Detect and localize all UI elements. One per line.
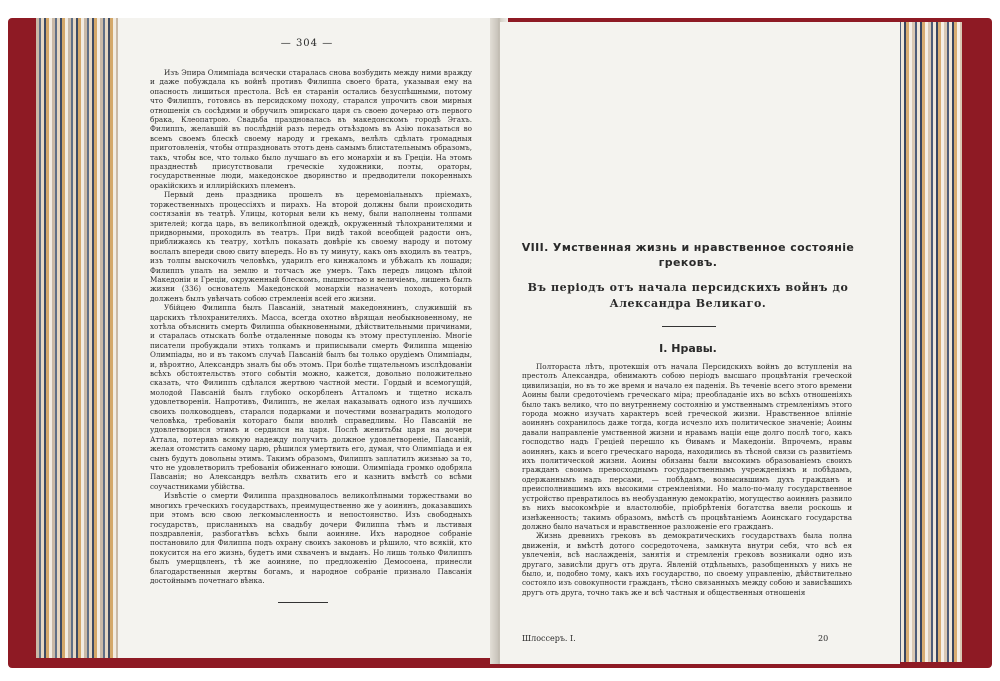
chapter-subtitle: Въ періодъ отъ начала персидскихъ войнъ до Александра Великаго. xyxy=(527,281,849,310)
right-page-text xyxy=(522,362,852,632)
paragraph: Изъ Эпира Олимпіада всячески старалась снова возбудить между ними вражду и даже побуждала къ войнѣ противъ Филиппа своего брата, указывая ему на опасность лишиться престола. Всѣ ея старанія остались безуспѣшными, потому что Филиппъ, готовясь въ персидскому походу, старался упрочить свои мирныя отношенія съ сосѣдями и обручилъ эпирскаго царя съ своею дочерью отъ первого брака, Клеопатрою. Свадьба праздновалась въ македонскомъ городѣ Эгахъ. Филиппъ, желавшій въ послѣдній разъ передъ отъѣздомъ въ Азію показаться во всемъ своемъ блескѣ своему народу и грекамъ, велѣлъ сдѣлать громадныя приготовленія, чтобы отпраздновать этотъ день самымъ блистательнымъ образомъ, такъ, чтобы все, что только было лучшаго въ его монархіи и въ Греціи. На этомъ празднествѣ присутствовали греческіе художники, поэты, ораторы, государственные люди, македонское дворянство и предводители покоренныхъ оракійскихъ и иллирійскихъ племенъ. xyxy=(150,68,472,190)
left-page-edges xyxy=(36,18,122,658)
page-number: — 304 — xyxy=(280,38,334,49)
paragraph: Убійцею Филиппа былъ Павсаній, знатный македонянинъ, служившій въ царскихъ тѣлохранителяхъ. Масса, всегда охотно вѣрящая необыкновенному, не хотѣла объяснить смерть Филиппа обыкновенными, дѣйствительными причинами, и старалась отыскать болѣе отдаленные поводы къ этому преступленію. Многіе писатели пробуждали этихъ толкамъ и приписывали смерть Филиппа мщенію Олимпіады, но и въ такомъ случаѣ Павсаній былъ бы только орудіемъ Олимпіады, и, вѣроятно, Александръ зналъ бы объ этомъ. При болѣе тщательномъ изслѣдованіи всѣхъ обстоятельствъ этого событія можно, кажется, довольно положительно сказать, что Филиппъ сдѣлался жертвою частной мести. Гордый и всемогущій, молодой Павсаній былъ глубоко оскорбленъ Атталомъ и тщетно искалъ удовлетворенія. Напротивъ, Филиппъ, не желая наказывать одного изъ лучшихъ своихъ полководцевъ, старался подарками и почестями вознаградить молодого человѣка, требованія котораго были вполнѣ справедливы. Но Павсаній не удовлетворился этимъ и сердился на царя. Послѣ женитьбы царя на дочери Аттала, потерявъ всякую надежду получить должное удовлетвореніе, Павсаній, желая отомстить самому царю, рѣшился умертвить его, думая, что Олимпіада и ея сынъ будутъ довольны этимъ. Такимъ образомъ, Филиппъ заплатилъ жизнью за то, что не удовлетворилъ требованія обиженнаго юноши. Олимпіада громко одобряла Павсанія; но Александръ велѣлъ схватить его и казнить вмѣстѣ со всѣми соучастниками убійства. xyxy=(150,303,472,491)
paragraph: Полтораста лѣтъ, протекшія отъ начала Персидскихъ войнъ до вступленія на престолъ Александра, обнимаютъ собою періодъ высшаго процвѣтанія греческой цивилизаціи, но въ то же время и начало ея паденія. Въ теченіе всего этого времени Аоины были средоточіемъ греческаго міра; преобладаніе ихъ во всѣхъ отношеніяхъ было такъ велико, что по внутреннему состоянію и умственнымъ стремленіямъ этого города можно изучать характеръ всей греческой жизни. Нравственное вліяніе аоинянъ сохранилось даже тогда, когда исчезло ихъ политическое значеніе; Аоины давали направленіе умственной жизни и нравамъ націи еще долго послѣ того, какъ господство надъ Греціей перешло къ Өивамъ и Македоніи. Впрочемъ, нравы аоинянъ, какъ и всего греческаго народа, находились въ тѣсной связи съ развитіемъ ихъ политической жизни. Аоины обязаны были высокимъ образованіемъ своихъ гражданъ своимъ превосходнымъ государственнымъ учрежденіямъ и побѣдамъ, одержаннымъ надъ персами, — побѣдамъ, возвысившимъ духъ гражданъ и преисполнившимъ ихъ высокими стремленіями. Но мало-по-малу государственное устройство превратилось въ необузданную демократію, могущество аоинянъ развило въ нихъ высокомѣріе и властолюбіе, пріобрѣтенія богатства ввели роскошь и изнѣженность; такимъ образомъ, вмѣстѣ съ процвѣтаніемъ Аоинскаго государства должно было начаться и нравственное разложеніе его гражданъ. xyxy=(522,362,852,531)
section-rule xyxy=(662,326,716,327)
paragraph: Первый день праздника прошелъ въ церемоніальныхъ пріемахъ, торжественныхъ процессіяхъ и пирахъ. На второй должны были происходить состязанія въ театрѣ. Улицы, которыя вели къ нему, были наполнены толпами зрителей; когда царь, въ великолѣпной одеждѣ, окруженный тѣлохранителями и придворными, проходилъ въ театръ. При видѣ такой всеобщей радости онъ, приближаясь къ театру, хотѣлъ показать довѣріе къ своему народу и потому вослалъ впереди свою свиту впередъ. Но въ ту минуту, какъ онъ входилъ въ театръ, изъ толпы выскочилъ человѣкъ, ударилъ его кинжаломъ и убѣжалъ къ лошади; Филиппъ упалъ на землю и тотчасъ же умеръ. Такъ передъ лицомъ цѣлой Македоніи и Греціи, окруженный блескомъ, пышностью и величіемъ, лишенъ былъ жизни (336) основатель Македонской монархіи назначенъ походъ, который долженъ былъ увѣнчать собою стремленія всей его жизни. xyxy=(150,190,472,303)
right-page xyxy=(500,22,900,664)
chapter-title: VIII. Умственная жизнь и нравственное состояніе грековъ. xyxy=(521,241,855,269)
paragraph: Извѣстіе о смерти Филиппа праздновалось великолѣпными торжествами во многихъ греческихъ государствахъ, преимущественно же у аоинянъ, доказавшихъ при этомъ всю свою легкомысленность и непостоянство. Изъ свободныхъ государствъ, присланныхъ на свадьбу дочери Филиппа тѣмъ и льстивыя поздравленія, разбогатѣвъ всѣхъ были аоиняне. Ихъ народное собраніе постановило для Филиппа подъ охрану своихъ законовъ и рѣшило, что всякій, кто покусится на его жизнь, будетъ ими схваченъ и выданъ. Но лишь только Филиппъ былъ умерщвленъ, тѣ же аоиняне, по предложенію Демосоена, принесли благодарственныя жертвы богамъ, и народное собраніе признало Павсанія достойнымъ почетнаго вѣнка. xyxy=(150,491,472,585)
end-rule xyxy=(278,602,328,603)
paragraph: Жизнь древнихъ грековъ въ демократическихъ государствахъ была полна движенія, и вмѣстѣ дотого сосредоточена, замкнута внутри себя, что всѣ ея увлеченія, всѣ наслажденія, занятія и стремленія грековъ возникали одно изъ другаго, зависѣли другъ отъ друга. Явленій отдѣльныхъ, разобщенныхъ у нихъ не было, и, подобно тому, какъ ихъ государство, по своему управленію, дѣйствительно состояло изъ совокупности гражданъ, тѣсно связанныхъ между собою и зависѣвшихъ другъ отъ друга, точно такъ же и всѣ частныя и общественныя отношенія xyxy=(522,531,852,597)
right-page-edges xyxy=(896,22,962,662)
footer-sheet-number: 20 xyxy=(818,634,829,643)
left-page xyxy=(118,18,496,658)
footer-signature: Шлоссеръ. I. xyxy=(522,634,576,643)
left-page-text xyxy=(150,68,472,628)
section-title: I. Нравы. xyxy=(659,342,717,355)
